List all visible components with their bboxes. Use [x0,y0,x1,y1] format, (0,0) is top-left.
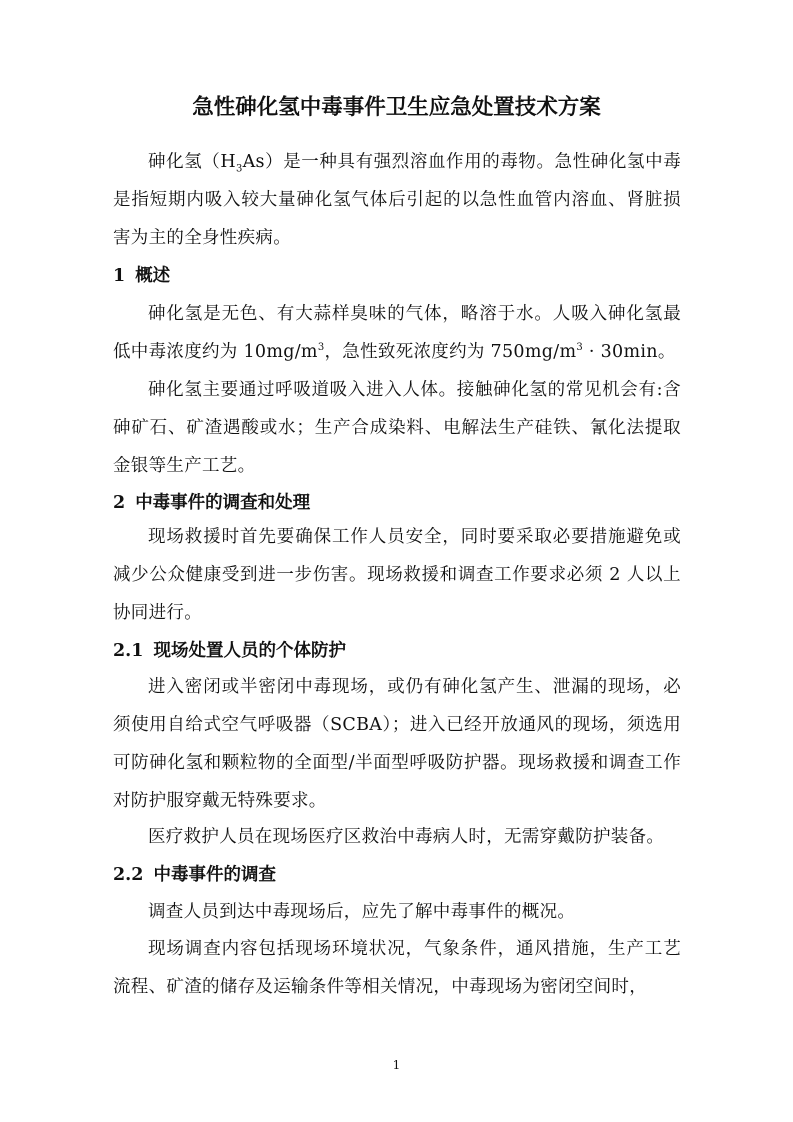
section-title: 中毒事件的调查和处理 [135,493,311,513]
section-number: 2.1 [113,641,144,661]
superscript: 3 [317,342,325,354]
section-2-paragraph-1: 现场救援时首先要确保工作人员安全，同时要采取必要措施避免或减少公众健康受到进一步伤害。现场救援和调查工作要求必须 2 人以上协同进行。 [113,527,681,623]
section-number: 2 [113,493,126,513]
section-2-2-paragraph-1: 调查人员到达中毒现场后，应先了解中毒事件的概况。 [148,902,576,922]
section-2-2-paragraph-2: 现场调查内容包括现场环境状况，气象条件，通风措施，生产工艺流程、矿渣的储存及运输条件等相关情况，中毒现场为密闭空间时， [113,939,681,997]
section-1-paragraph-2: 砷化氢主要通过呼吸道吸入进入人体。接触砷化氢的常见机会有:含砷矿石、矿渣遇酸或水；生产合成染料、电解法生产硅铁、氰化法提取金银等生产工艺。 [113,380,681,476]
formula-subscript: 3 [235,163,243,175]
paragraph-text: ，急性致死浓度约为 750mg/m [324,342,577,362]
section-2-1-heading [113,632,681,670]
section-title: 现场处置人员的个体防护 [153,641,346,661]
section-title: 中毒事件的调查 [153,865,276,885]
intro-text-after-formula: As）是一种具有强烈溶血作用的毒物。急性砷化氢中毒是指短期内吸入较大量砷化氢气体后引起的以急性血管内溶血、肾脏损害为主的全身性疾病。 [113,152,681,248]
intro-text-before-formula: 砷化氢（H [148,152,236,172]
paragraph-text: · 30min。 [583,342,676,362]
section-1-paragraph-1 [113,295,681,371]
superscript: 3 [576,342,584,354]
section-title: 概述 [135,266,171,286]
paragraph-text: 砷化氢是无色、有大蒜样臭味的气体，略溶于水。人吸入砷化氢最低中毒浓度约为 10mg/m [113,304,681,362]
page-number: 1 [392,1058,401,1072]
section-number: 1 [113,266,126,286]
page-title: 急性砷化氢中毒事件卫生应急处置技术方案 [192,95,601,120]
section-2-1-paragraph-2: 医疗救护人员在现场医疗区救治中毒病人时，无需穿戴防护装备。 [148,827,665,847]
section-number: 2.2 [113,865,144,885]
section-1-heading [113,257,681,295]
intro-paragraph [113,143,681,257]
section-2-2-heading [113,856,681,894]
section-2-heading [113,484,681,522]
section-2-1-paragraph-1: 进入密闭或半密闭中毒现场，或仍有砷化氢产生、泄漏的现场，必须使用自给式空气呼吸器（SCBA）；进入已经开放通风的现场，须选用可防砷化氢和颗粒物的全面型/半面型呼吸防护器。现场救援和调查工作对防护服穿戴无特殊要求。 [113,677,681,811]
